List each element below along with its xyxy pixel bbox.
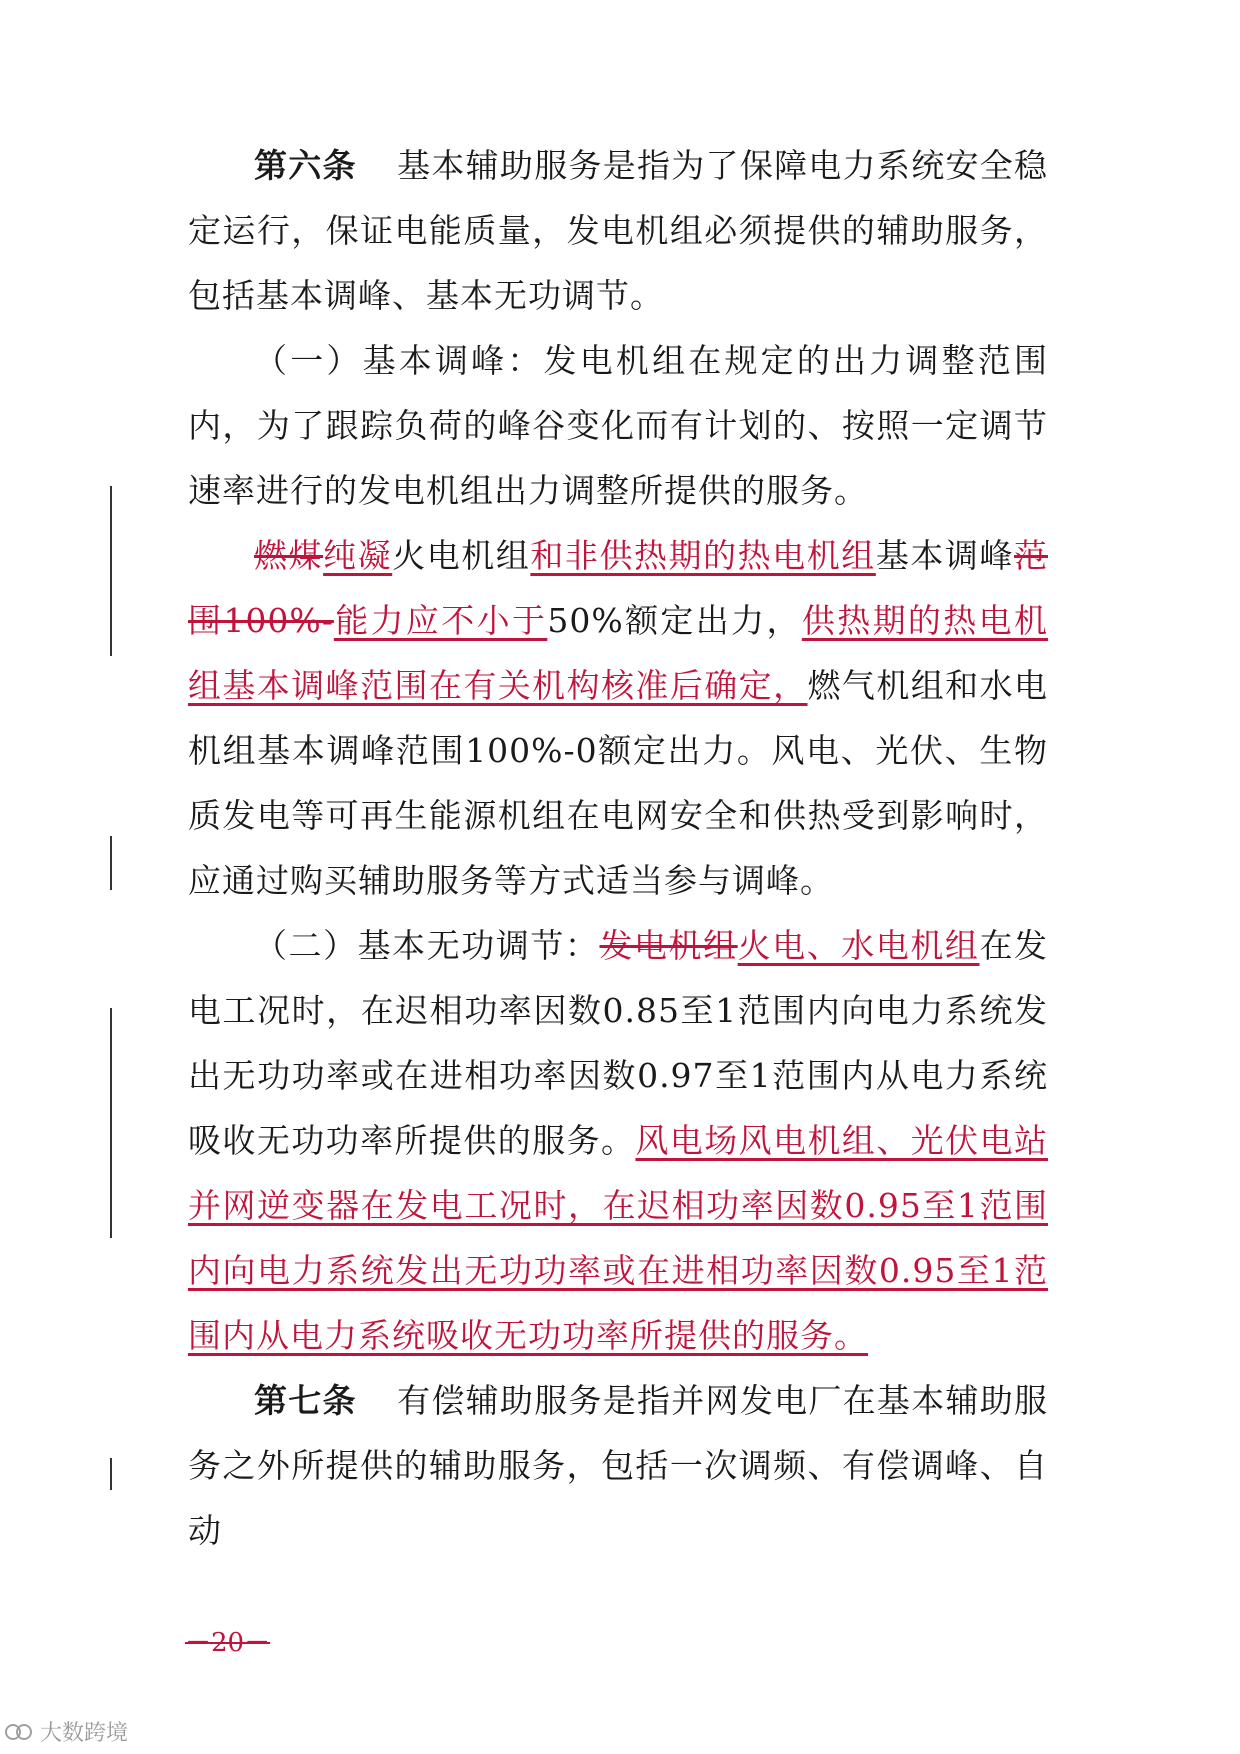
item-1-text: （一）基本调峰：发电机组在规定的出力调整范围内，为了跟踪负荷的峰谷变化而有计划的、按照一定调节速率进行的发电机组出力调整所提供的服务。: [188, 341, 1048, 510]
change-bar: [110, 1008, 112, 1238]
page-number: －20－: [185, 1628, 271, 1658]
article-7-text: 有偿辅助服务是指并网发电厂在基本辅助服务之外所提供的辅助服务，包括一次调频、有偿调峰、自动: [188, 1381, 1049, 1550]
watermark: [4, 1716, 128, 1747]
item-2-paragraph: [188, 913, 1048, 1368]
change-bar: [110, 836, 112, 890]
peak-regulation-paragraph: [188, 523, 1048, 913]
deleted-text: 燃煤: [254, 536, 324, 575]
inserted-text: 风电场风电机组、光伏电站并网逆变器在发电工况时，在迟相功率因数0.95至1范围内向电力系统发出无功功率或在进相功率因数0.95至1范围内从电力系统吸收无功功率所提供的服务。: [188, 1121, 1049, 1355]
body-text: 在发电工况时，在迟相功率因数0.85至1范围内向电力系统发出无功功率或在进相功率因数0.97至1范围内从电力系统吸收无功功率所提供的服务。: [188, 926, 1049, 1160]
inserted-text: 火电、水电机组: [737, 926, 980, 965]
inserted-text: 纯凝: [323, 536, 393, 575]
article-7-heading: 第七条: [254, 1381, 357, 1420]
change-bar: [110, 1458, 112, 1490]
watermark-logo-icon: [4, 1721, 34, 1743]
body-text: 火电机组: [392, 536, 531, 575]
inserted-text: 供热期的热电机组基本调峰范围在有关机构核准后确定，: [188, 601, 1049, 705]
watermark-text: 大数跨境: [40, 1721, 129, 1746]
deleted-text: 范围100%-: [188, 536, 1049, 640]
inserted-text: 和非供热期的热电机组: [530, 536, 876, 575]
inserted-text: 能力应不小于: [333, 601, 548, 640]
article-6-block: [188, 133, 1048, 1563]
article-6-paragraph: [188, 133, 1048, 328]
body-text: 基本调峰: [875, 536, 1015, 575]
change-bar: [110, 486, 112, 656]
article-6-text: 基本辅助服务是指为了保障电力系统安全稳定运行，保证电能质量，发电机组必须提供的辅助服务，包括基本调峰、基本无功调节。: [188, 146, 1049, 315]
item-1-paragraph: [188, 328, 1048, 523]
deleted-text: 发电机组: [599, 926, 738, 965]
article-6-heading: 第六条: [254, 146, 357, 185]
body-text: 燃气机组和水电机组基本调峰范围100%-0额定出力。风电、光伏、生物质发电等可再生能源机组在电网安全和供热受到影响时，应通过购买辅助服务等方式适当参与调峰。: [188, 666, 1049, 900]
article-7-paragraph: [188, 1368, 1048, 1563]
body-text: 50%额定出力，: [547, 601, 802, 640]
body-text: （二）基本无功调节：: [254, 926, 600, 965]
